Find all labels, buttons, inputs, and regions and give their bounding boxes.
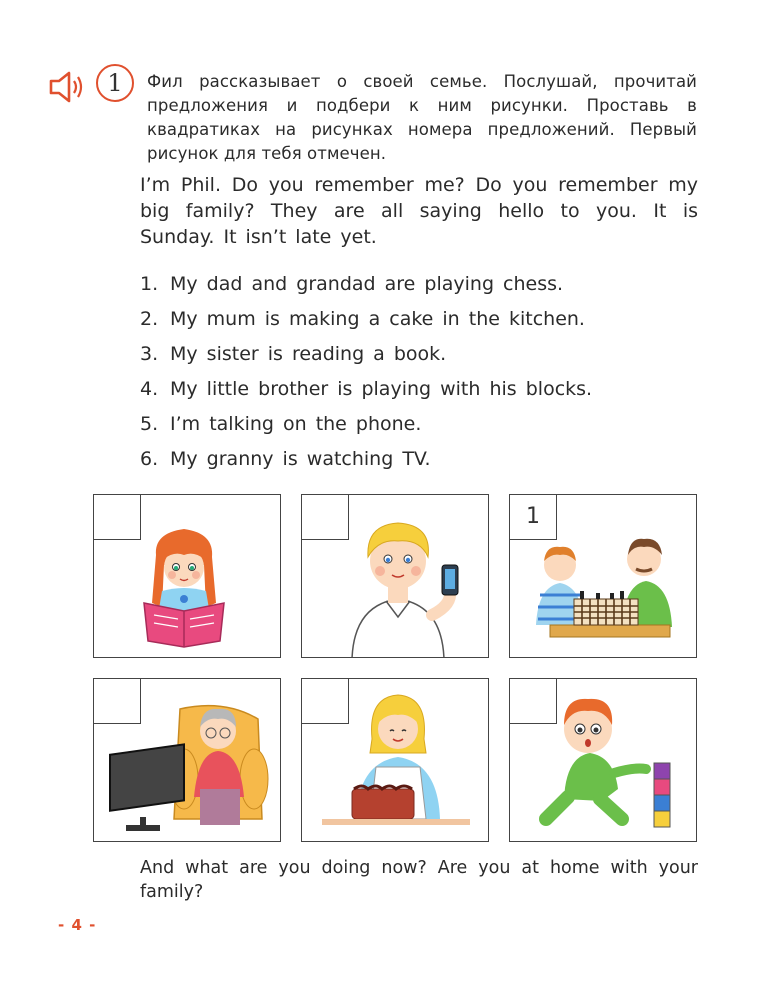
picture-granny-tv [93, 678, 281, 842]
sentence-text: My little brother is playing with his blocks. [170, 378, 593, 400]
list-item [140, 445, 592, 480]
list-item [140, 270, 592, 305]
sentence-number: 3. [140, 343, 159, 365]
page-number: - 4 - [58, 916, 97, 934]
sentence-number: 1. [140, 273, 159, 295]
sentence-text: I’m talking on the phone. [170, 413, 422, 435]
answer-box[interactable] [301, 494, 349, 540]
audio-speaker-icon[interactable] [48, 70, 88, 104]
list-item [140, 305, 592, 340]
sentence-number: 2. [140, 308, 159, 330]
answer-box[interactable] [93, 494, 141, 540]
exercise-number: 1 [96, 64, 134, 102]
answer-box[interactable]: 1 [509, 494, 557, 540]
sentence-text: My mum is making a cake in the kitchen. [170, 308, 585, 330]
answer-box[interactable] [93, 678, 141, 724]
exercise-instruction: Фил рассказывает о своей семье. Послушай, прочитай предложения и подбери к ним рисунки. Проставь в квадратиках на рисунках номера предложений. Первый рисунок для тебя отмечен. [147, 72, 697, 163]
intro-text: I’m Phil. Do you remember me? Do you remember my big family? They are all saying hello to you. It is Sunday. It isn’t late yet. [140, 174, 698, 248]
sentence-number: 5. [140, 413, 159, 435]
picture-girl-reading [93, 494, 281, 658]
sentence-text: My dad and grandad are playing chess. [170, 273, 564, 295]
picture-boy-blocks [509, 678, 697, 842]
outro-text: And what are you doing now? Are you at home with your family? [140, 858, 698, 902]
answer-box[interactable] [301, 678, 349, 724]
sentence-number: 4. [140, 378, 159, 400]
list-item [140, 410, 592, 445]
sentence-text: My granny is watching TV. [170, 448, 431, 470]
picture-boy-phone [301, 494, 489, 658]
list-item [140, 340, 592, 375]
answer-box[interactable] [509, 678, 557, 724]
picture-chess [509, 494, 697, 658]
sentence-number: 6. [140, 448, 159, 470]
sentence-list [140, 270, 592, 480]
list-item [140, 375, 592, 410]
picture-mum-cake [301, 678, 489, 842]
sentence-text: My sister is reading a book. [170, 343, 447, 365]
